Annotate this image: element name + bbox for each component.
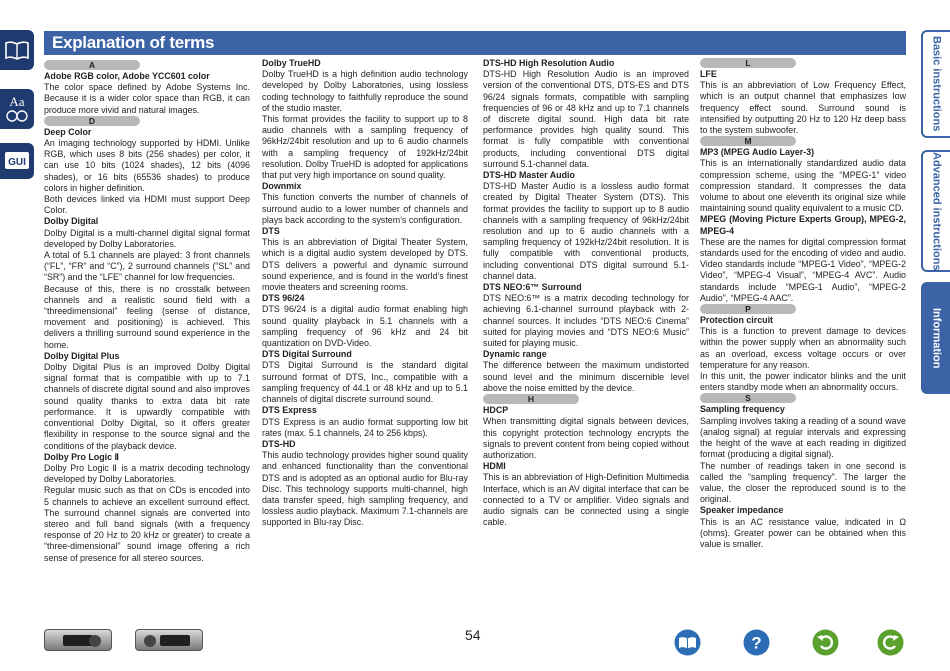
term-heading: DTS 96/24 [262,293,305,304]
term-description: DTS 96/24 is a digital audio format enabling high sound quality playback in 5.1 channels with a sampling frequency of 96 kHz and 24 bit quantization on DVD-Video. [262,304,468,349]
receiver-front-icon[interactable] [44,629,112,651]
term-heading: Dolby Pro Logic Ⅱ [44,451,119,462]
term-description: Dolby Digital Plus is an improved Dolby Digital signal format that is compatible with up to 7.1 channels of discrete digital sound and also improves sound quality thanks to extra data bit rate performance. It is upwardly compatible with conventional Dolby Digital, so it offers greater flexibility in response to the source signal and the conditions of the playback device. [44,362,250,451]
term-description: This is a function to prevent damage to devices within the power supply when an abnormality such as an overload, excess voltage occurs or over temperature for any reason. [700,326,906,370]
forward-icon[interactable] [877,629,904,656]
term-description: Both devices linked via HDMI must support Deep Color. [44,194,250,216]
tab-basic-instructions[interactable] [921,30,950,138]
term-description: DTS-HD Master Audio is a lossless audio format created by Digital Theater System (DTS). This format provides the facility to support up to 8 audio channels with a sampling frequency of 96kHz/24bit resolution and up to 6 audio channels with a sampling frequency of 192kHz/24bit resolution. It is fully compatible with conventional products, including conventional DTS digital surround 5.1-channel data. [483,181,689,281]
term-heading: DTS Express [262,405,317,416]
term-description: This is an AC resistance value, indicated in Ω (ohms). Greater power can be obtained when this value is smaller. [700,516,906,549]
term-heading: DTS-HD [262,438,296,449]
column-4 [700,58,906,550]
term-heading: Downmix [262,181,302,192]
term-description: Dolby Pro Logic Ⅱ is a matrix decoding technology developed by Dolby Laboratories. [44,462,250,485]
term-description: These are the names for digital compression format standards used for the encoding of video and audio. Video standards include “MPEG-1 Video”, “MPEG-2 Video”, “MPEG-4 Visual”, “MPEG-4 AVC”. Audio standards include “MPEG-1 Audio”, “MPEG-2 Audio”, “MPEG-4 AAC”. [700,236,906,303]
section-letter: M [700,136,796,146]
term-heading: Protection circuit [700,315,773,326]
term-heading: Adobe RGB color, Adobe YCC601 color [44,71,210,81]
svg-text:?: ? [751,633,762,653]
term-description: This format provides the facility to support up to 8 audio channels with a sampling frequency of 96kHz/24bit resolution and up to 6 audio channels with a sampling frequency of 192kHz/24bit resolution. Dolby TrueHD is adopted for applications that put very high importance on sound quality. [262,114,468,181]
term-description: DTS-HD High Resolution Audio is an improved version of the conventional DTS, DTS-ES and DTS 96/24 signals formats, compatible with sampling frequencies of 96 or 48 kHz and up to 7.1 channels of discrete digital sound. High data bit rate performance provides high quality sound. This format is fully compatible with conventional products, including conventional DTS digital surround 5.1-channel data. [483,69,689,169]
term-heading: Dolby Digital Plus [44,350,120,361]
book-nav-icon[interactable] [674,629,701,656]
section-letter: H [483,394,579,404]
help-icon[interactable] [743,629,770,656]
term-heading: DTS-HD High Resolution Audio [483,58,615,68]
book-icon[interactable] [0,30,34,70]
section-letter: S [700,393,796,403]
term-description: Dolby TrueHD is a high definition audio technology developed by Dolby Laboratories, using lossless coding technology to faithfully reproduce the sound of the studio master. [262,69,468,113]
tab-label: Information [930,307,943,369]
section-letter: P [700,304,796,314]
tab-advanced-instructions[interactable] [921,150,950,272]
term-heading: DTS NEO:6™ Surround [483,282,582,293]
term-description: This is an abbreviation of Low Frequency Effect, which is an output channel that emphasizes low frequency effect sound. Surround sound is intensified by outputting 20 Hz to 120 Hz deep bass to the system subwoofer. [700,80,906,136]
svg-text:Aa: Aa [9,94,25,109]
term-description: A total of 5.1 channels are played: 3 front channels (“FL”, “FR” and “C”), 2 surround channels (“SL” and “SR”) and the “LFE” channel for low frequencies. [44,250,250,283]
page-number: 54 [465,627,481,643]
text-audio-icon[interactable] [0,89,34,129]
svg-text:GUI: GUI [8,157,26,168]
term-description: Dolby Digital is a multi-channel digital signal format developed by Dolby Laboratories. [44,227,250,249]
tab-information[interactable] [921,282,950,394]
term-description: In this unit, the power indicator blinks and the unit enters standby mode when an abnormality occurs. [700,371,906,393]
term-heading: Sampling frequency [700,404,785,415]
term-description: When transmitting digital signals between devices, this copyright protection technology encrypts the signals to prevent content from being copied without authorization. [483,416,689,460]
term-description: The color space defined by Adobe Systems Inc. Because it is a wider color space than RGB, it can produce more vivid and natural images. [44,82,250,115]
term-heading: Dolby TrueHD [262,58,321,68]
tab-label: Basic instructions [930,36,943,132]
term-description: This audio technology provides higher sound quality and enhanced functionality than the conventional DTS and is adopted as an optional audio for Blu-ray Disc. This technology supports multi-channel, high data transfer speed, high sampling frequency, and lossless audio playback. Maximum 7.1-channels are supported in Blu-ray Disc. [262,450,468,528]
term-description: The number of readings taken in one second is called the “sampling frequency”. The larger the value, the closer the reproduced sound is to the original. [700,460,906,505]
term-description: The difference between the maximum undistorted sound level and the minimum discernible level above the noise emitted by the device. [483,360,689,393]
term-heading: MPEG (Moving Picture Experts Group), MPEG-2, MPEG-4 [700,214,906,236]
term-heading: DTS-HD Master Audio [483,170,575,181]
remote-receiver-icon[interactable] [135,629,203,651]
term-heading: DTS [262,226,280,237]
term-heading: MP3 (MPEG Audio Layer-3) [700,147,815,158]
column-1 [44,60,250,564]
back-icon[interactable] [812,629,839,656]
section-letter: L [700,58,796,68]
gui-icon[interactable] [0,143,34,179]
term-description: This is an abbreviation of Digital Theater System, which is a digital audio system developed by DTS. DTS delivers a powerful and dynamic surround sound experience, and is found in the world’s finest movie theaters and screening rooms. [262,237,468,293]
title-bar [44,31,906,55]
section-letter: A [44,60,140,70]
term-description: Because of this, there is no crosstalk between channels and a realistic sound field with a “threedimensional” feeling (sense of distance, movement and positioning) is achieved. This delivers a thrilling surround sound experience in the home. [44,283,250,350]
term-description: This is an abbreviation of High-Definition Multimedia Interface, which is an AV digital interface that can be connected to a TV or amplifier. Video signals and audio signals can be connected using a single cable. [483,472,689,528]
term-heading: Deep Color [44,126,92,137]
term-heading: HDCP [483,405,509,416]
term-heading: Dynamic range [483,349,547,360]
section-letter: D [44,116,140,126]
term-heading: Speaker impedance [700,505,784,516]
column-2 [262,58,468,529]
term-description: Sampling involves taking a reading of a sound wave (analog signal) at regular intervals and expressing the height of the wave at each reading in digitized format (producing a digital signal). [700,415,906,460]
term-description: DTS Express is an audio format supporting low bit rates (max. 5.1 channels, 24 to 256 kbps). [262,416,468,438]
term-description: This is an internationally standardized audio data compression scheme, using the “MPEG-1” video compression standard. It compresses the data volume to about one eleventh its original size while maintaining sound quality equivalent to a music CD. [700,158,906,214]
tab-label: Advanced instructions [930,151,943,271]
term-description: An imaging technology supported by HDMI. Unlike RGB, which uses 8 bits (256 shades) per color, it can use 10 bits (1024 shades), 12 bits (4096 shades), or 16 bits (65536 shades) to produce colors in higher definition. [44,138,250,193]
term-heading: HDMI [483,461,506,472]
term-description: This function converts the number of channels of surround audio to a lower number of channels and plays back according to the system’s configuration. [262,192,468,225]
term-description: Regular music such as that on CDs is encoded into 5 channels to achieve an excellent surround effect. The surround channel signals are converted into stereo and full band signals (with a frequency response of 20 Hz to 20 kHz or greater) to create a “three-dimensional” sound image offering a rich sense of presence for all stereo sources. [44,485,250,563]
term-description: DTS NEO:6™ is a matrix decoding technology for achieving 6.1-channel surround playback with 2-channel sources. It includes “DTS NEO:6 Cinema” suited for playing movies and “DTS NEO:6 Music” suited for playing music. [483,293,689,349]
term-heading: LFE [700,69,717,79]
term-heading: Dolby Digital [44,216,99,227]
column-3 [483,58,689,528]
term-description: DTS Digital Surround is the standard digital surround format of DTS, Inc., compatible with a sampling frequency of 44.1 or 48 kHz and up to 5.1 channels of digital discrete surround sound. [262,360,468,405]
term-heading: DTS Digital Surround [262,349,352,360]
page-title: Explanation of terms [52,33,215,52]
